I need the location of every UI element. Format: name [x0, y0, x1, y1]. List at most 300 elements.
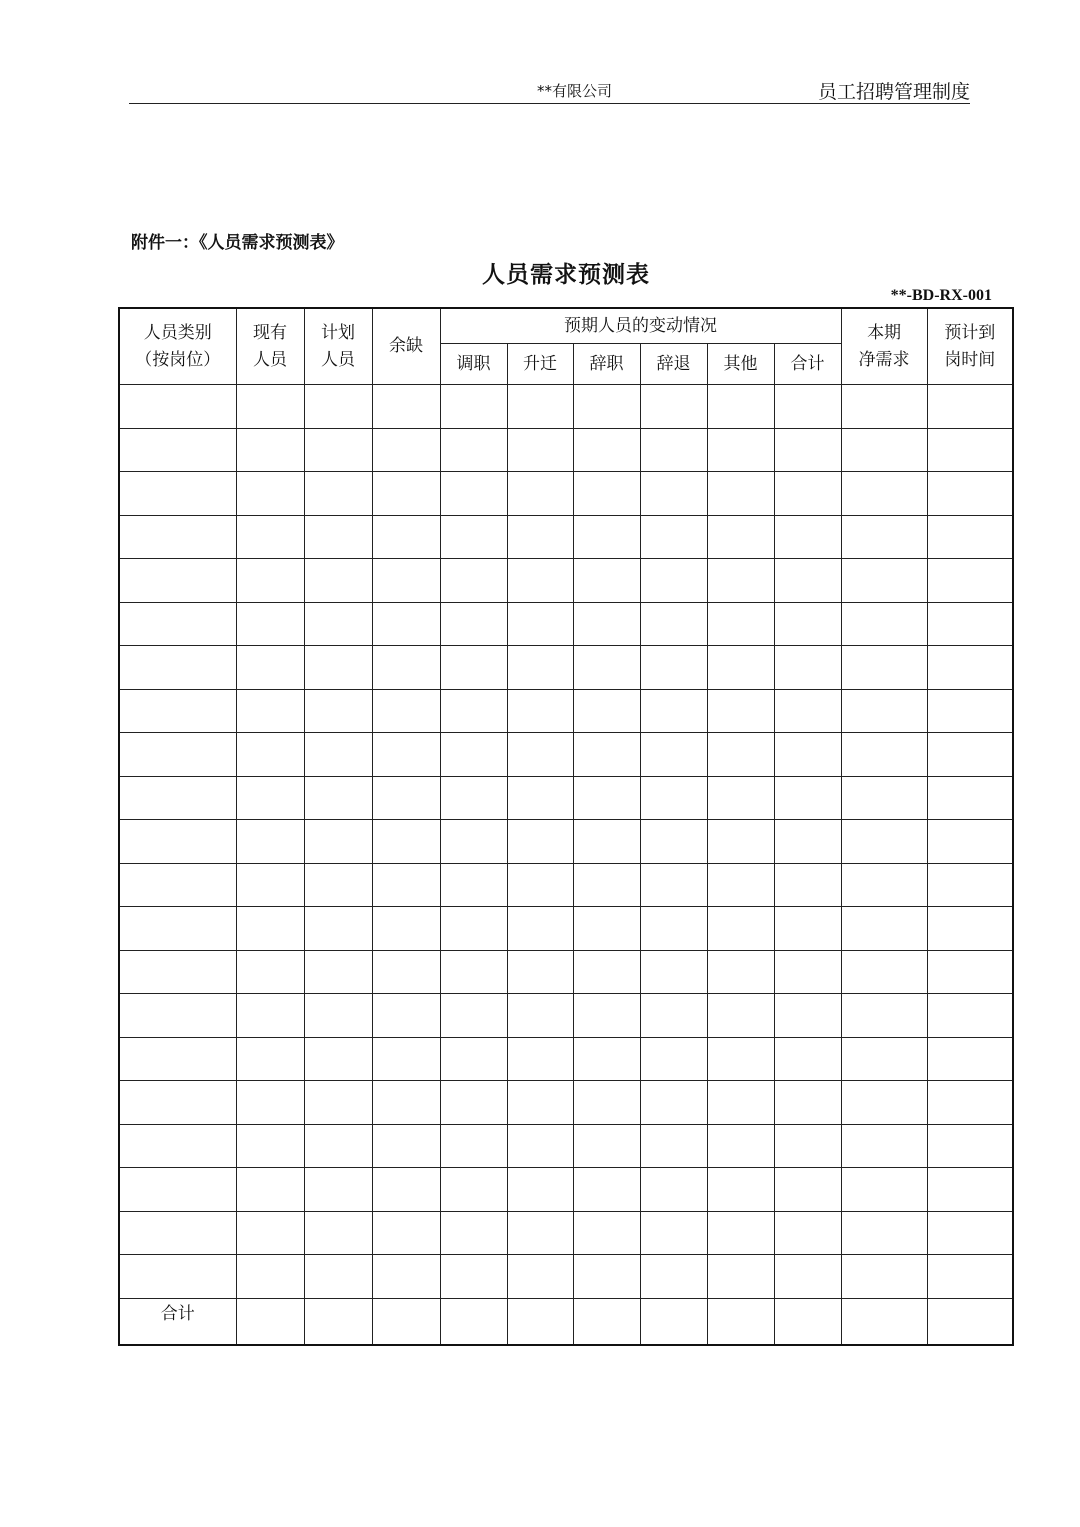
table-cell[interactable]	[440, 559, 507, 603]
table-cell[interactable]	[774, 428, 841, 472]
table-cell[interactable]	[927, 950, 1013, 994]
table-cell[interactable]	[774, 385, 841, 429]
table-cell[interactable]	[372, 994, 440, 1038]
table-cell[interactable]	[640, 428, 707, 472]
table-cell[interactable]	[927, 1168, 1013, 1212]
table-cell[interactable]	[236, 994, 304, 1038]
table-cell[interactable]	[774, 1037, 841, 1081]
table-cell[interactable]	[507, 994, 573, 1038]
table-cell[interactable]	[640, 1037, 707, 1081]
total-label: 合计	[119, 1298, 236, 1345]
table-cell[interactable]	[927, 646, 1013, 690]
table-cell[interactable]	[841, 515, 927, 559]
table-cell[interactable]	[372, 1124, 440, 1168]
table-cell[interactable]	[573, 689, 640, 733]
table-cell[interactable]	[927, 689, 1013, 733]
table-row	[119, 559, 1013, 603]
table-cell[interactable]	[841, 689, 927, 733]
table-cell[interactable]	[927, 602, 1013, 646]
table-cell[interactable]	[640, 1255, 707, 1299]
table-cell[interactable]	[573, 515, 640, 559]
table-cell[interactable]	[640, 863, 707, 907]
table-cell[interactable]	[372, 820, 440, 864]
table-cell[interactable]	[372, 1037, 440, 1081]
table-cell[interactable]	[372, 907, 440, 951]
table-cell[interactable]	[573, 733, 640, 777]
table-cell[interactable]	[774, 1255, 841, 1299]
table-cell[interactable]	[507, 863, 573, 907]
table-cell[interactable]	[507, 733, 573, 777]
table-cell[interactable]	[927, 863, 1013, 907]
table-cell[interactable]	[507, 1255, 573, 1299]
table-cell[interactable]	[640, 385, 707, 429]
table-cell[interactable]	[707, 820, 774, 864]
table-row	[119, 646, 1013, 690]
table-cell[interactable]	[507, 1081, 573, 1125]
table-cell[interactable]	[236, 1037, 304, 1081]
table-cell[interactable]	[774, 689, 841, 733]
table-cell[interactable]	[304, 863, 372, 907]
table-cell[interactable]	[507, 472, 573, 516]
table-cell[interactable]	[304, 1255, 372, 1299]
table-cell[interactable]	[927, 1211, 1013, 1255]
table-cell[interactable]	[119, 646, 236, 690]
form-code: **-BD-RX-001	[890, 287, 992, 304]
table-cell[interactable]	[707, 907, 774, 951]
table-cell[interactable]	[304, 602, 372, 646]
table-cell[interactable]	[774, 1211, 841, 1255]
table-cell[interactable]	[774, 733, 841, 777]
table-cell[interactable]	[236, 385, 304, 429]
table-cell[interactable]	[304, 1211, 372, 1255]
table-cell[interactable]	[236, 733, 304, 777]
table-cell[interactable]	[573, 559, 640, 603]
table-cell[interactable]	[841, 472, 927, 516]
table-cell[interactable]	[507, 385, 573, 429]
form-title: 人员需求预测表	[482, 262, 650, 288]
table-cell[interactable]	[507, 1168, 573, 1212]
column-header-surplus: 余缺	[372, 308, 440, 385]
table-row	[119, 1124, 1013, 1168]
table-cell[interactable]	[372, 602, 440, 646]
table-cell[interactable]	[304, 1081, 372, 1125]
table-cell[interactable]	[774, 1081, 841, 1125]
table-cell[interactable]	[372, 689, 440, 733]
table-cell[interactable]	[707, 1037, 774, 1081]
table-cell[interactable]	[841, 385, 927, 429]
table-cell[interactable]	[707, 1124, 774, 1168]
table-cell[interactable]	[507, 515, 573, 559]
header-document-title: 员工招聘管理制度	[818, 81, 971, 103]
table-cell[interactable]	[841, 907, 927, 951]
table-cell[interactable]	[236, 515, 304, 559]
table-cell[interactable]	[304, 559, 372, 603]
table-cell[interactable]	[236, 689, 304, 733]
table-cell[interactable]	[440, 602, 507, 646]
table-cell[interactable]	[507, 646, 573, 690]
table-row	[119, 820, 1013, 864]
table-cell[interactable]	[507, 602, 573, 646]
table-cell[interactable]	[119, 515, 236, 559]
table-cell[interactable]	[774, 1124, 841, 1168]
table-cell[interactable]	[304, 515, 372, 559]
total-cell[interactable]	[304, 1298, 372, 1345]
table-cell[interactable]	[236, 1255, 304, 1299]
table-cell[interactable]	[927, 820, 1013, 864]
table-cell[interactable]	[440, 1255, 507, 1299]
table-cell[interactable]	[236, 1124, 304, 1168]
total-cell[interactable]	[707, 1298, 774, 1345]
table-cell[interactable]	[841, 1255, 927, 1299]
table-cell[interactable]	[236, 950, 304, 994]
table-cell[interactable]	[640, 776, 707, 820]
table-cell[interactable]	[640, 1124, 707, 1168]
table-cell[interactable]	[507, 950, 573, 994]
table-cell[interactable]	[119, 559, 236, 603]
table-cell[interactable]	[119, 472, 236, 516]
table-cell[interactable]	[841, 646, 927, 690]
table-cell[interactable]	[774, 559, 841, 603]
table-cell[interactable]	[927, 907, 1013, 951]
table-cell[interactable]	[841, 428, 927, 472]
table-cell[interactable]	[304, 385, 372, 429]
table-cell[interactable]	[372, 863, 440, 907]
table-cell[interactable]	[927, 1255, 1013, 1299]
table-cell[interactable]	[304, 907, 372, 951]
table-cell[interactable]	[372, 559, 440, 603]
table-cell[interactable]	[440, 689, 507, 733]
total-cell[interactable]	[236, 1298, 304, 1345]
table-cell[interactable]	[774, 950, 841, 994]
table-cell[interactable]	[236, 907, 304, 951]
table-cell[interactable]	[841, 602, 927, 646]
table-cell[interactable]	[573, 1081, 640, 1125]
table-cell[interactable]	[774, 863, 841, 907]
column-header-resignation: 辞职	[573, 344, 640, 385]
existing-label-line2: 人员	[253, 349, 287, 370]
table-cell[interactable]	[372, 776, 440, 820]
table-cell[interactable]	[841, 733, 927, 777]
table-cell[interactable]	[707, 1081, 774, 1125]
total-cell[interactable]	[841, 1298, 927, 1345]
table-cell[interactable]	[119, 385, 236, 429]
table-cell[interactable]	[440, 950, 507, 994]
table-cell[interactable]	[440, 515, 507, 559]
table-cell[interactable]	[304, 994, 372, 1038]
table-cell[interactable]	[707, 1211, 774, 1255]
table-cell[interactable]	[304, 472, 372, 516]
category-label-line1: 人员类别	[143, 323, 212, 344]
table-cell[interactable]	[707, 1168, 774, 1212]
table-row	[119, 1037, 1013, 1081]
table-cell[interactable]	[372, 1168, 440, 1212]
table-cell[interactable]	[440, 428, 507, 472]
table-cell[interactable]	[236, 1168, 304, 1212]
table-cell[interactable]	[841, 1124, 927, 1168]
table-cell[interactable]	[573, 472, 640, 516]
table-cell[interactable]	[640, 1168, 707, 1212]
table-cell[interactable]	[573, 1255, 640, 1299]
table-cell[interactable]	[119, 1124, 236, 1168]
column-header-dismissal: 辞退	[640, 344, 707, 385]
table-cell[interactable]	[707, 559, 774, 603]
table-cell[interactable]	[841, 820, 927, 864]
table-cell[interactable]	[440, 994, 507, 1038]
table-row	[119, 994, 1013, 1038]
table-cell[interactable]	[640, 1211, 707, 1255]
table-cell[interactable]	[119, 428, 236, 472]
table-cell[interactable]	[640, 602, 707, 646]
arrival-label-line1: 预计到	[944, 323, 996, 344]
table-cell[interactable]	[372, 733, 440, 777]
table-cell[interactable]	[440, 820, 507, 864]
arrival-label-line2: 岗时间	[944, 349, 996, 370]
table-cell[interactable]	[372, 646, 440, 690]
total-cell[interactable]	[927, 1298, 1013, 1345]
table-cell[interactable]	[774, 515, 841, 559]
table-cell[interactable]	[707, 646, 774, 690]
table-cell[interactable]	[841, 1081, 927, 1125]
column-header-arrival-time	[927, 308, 1013, 385]
table-cell[interactable]	[774, 646, 841, 690]
table-cell[interactable]	[119, 907, 236, 951]
table-cell[interactable]	[841, 1037, 927, 1081]
table-cell[interactable]	[707, 515, 774, 559]
table-cell[interactable]	[573, 907, 640, 951]
table-cell[interactable]	[927, 428, 1013, 472]
table-cell[interactable]	[236, 559, 304, 603]
attachment-label: 附件一：《人员需求预测表》	[131, 233, 344, 253]
table-cell[interactable]	[119, 1037, 236, 1081]
table-cell[interactable]	[507, 428, 573, 472]
table-cell[interactable]	[640, 994, 707, 1038]
table-cell[interactable]	[236, 1081, 304, 1125]
table-row	[119, 733, 1013, 777]
table-cell[interactable]	[841, 1168, 927, 1212]
table-cell[interactable]	[707, 950, 774, 994]
table-cell[interactable]	[119, 1255, 236, 1299]
table-cell[interactable]	[640, 646, 707, 690]
forecast-table	[118, 307, 1014, 1346]
table-cell[interactable]	[440, 1168, 507, 1212]
table-cell[interactable]	[927, 994, 1013, 1038]
total-cell[interactable]	[507, 1298, 573, 1345]
table-cell[interactable]	[507, 776, 573, 820]
table-cell[interactable]	[927, 733, 1013, 777]
table-cell[interactable]	[507, 1211, 573, 1255]
table-cell[interactable]	[236, 428, 304, 472]
table-cell[interactable]	[573, 1124, 640, 1168]
table-cell[interactable]	[707, 602, 774, 646]
table-cell[interactable]	[774, 602, 841, 646]
total-cell[interactable]	[774, 1298, 841, 1345]
table-cell[interactable]	[927, 385, 1013, 429]
table-cell[interactable]	[573, 1211, 640, 1255]
table-cell[interactable]	[236, 472, 304, 516]
table-cell[interactable]	[119, 733, 236, 777]
table-cell[interactable]	[440, 733, 507, 777]
table-cell[interactable]	[640, 472, 707, 516]
column-header-other: 其他	[707, 344, 774, 385]
table-cell[interactable]	[440, 646, 507, 690]
total-cell[interactable]	[372, 1298, 440, 1345]
table-row	[119, 1211, 1013, 1255]
table-cell[interactable]	[236, 776, 304, 820]
table-cell[interactable]	[507, 689, 573, 733]
table-cell[interactable]	[573, 776, 640, 820]
table-cell[interactable]	[372, 1255, 440, 1299]
table-cell[interactable]	[236, 863, 304, 907]
table-cell[interactable]	[640, 515, 707, 559]
table-cell[interactable]	[640, 907, 707, 951]
table-cell[interactable]	[304, 950, 372, 994]
table-cell[interactable]	[304, 646, 372, 690]
table-cell[interactable]	[236, 1211, 304, 1255]
table-cell[interactable]	[304, 733, 372, 777]
planned-label-line1: 计划	[321, 323, 355, 344]
total-cell[interactable]	[440, 1298, 507, 1345]
table-cell[interactable]	[573, 863, 640, 907]
table-cell[interactable]	[927, 1124, 1013, 1168]
table-cell[interactable]	[507, 1037, 573, 1081]
table-cell[interactable]	[707, 472, 774, 516]
table-cell[interactable]	[440, 472, 507, 516]
table-cell[interactable]	[507, 820, 573, 864]
table-cell[interactable]	[304, 689, 372, 733]
table-cell[interactable]	[119, 820, 236, 864]
table-cell[interactable]	[440, 1124, 507, 1168]
table-cell[interactable]	[640, 950, 707, 994]
table-cell[interactable]	[707, 689, 774, 733]
table-cell[interactable]	[507, 559, 573, 603]
table-cell[interactable]	[640, 733, 707, 777]
table-cell[interactable]	[119, 1168, 236, 1212]
table-cell[interactable]	[440, 776, 507, 820]
table-cell[interactable]	[707, 863, 774, 907]
table-cell[interactable]	[236, 602, 304, 646]
table-cell[interactable]	[304, 776, 372, 820]
table-row	[119, 385, 1013, 429]
table-cell[interactable]	[640, 689, 707, 733]
table-cell[interactable]	[119, 776, 236, 820]
table-cell[interactable]	[372, 385, 440, 429]
table-cell[interactable]	[927, 1037, 1013, 1081]
table-cell[interactable]	[707, 733, 774, 777]
table-cell[interactable]	[774, 472, 841, 516]
table-cell[interactable]	[707, 385, 774, 429]
table-cell[interactable]	[707, 1255, 774, 1299]
table-cell[interactable]	[573, 1037, 640, 1081]
table-cell[interactable]	[119, 950, 236, 994]
table-cell[interactable]	[640, 820, 707, 864]
table-cell[interactable]	[304, 428, 372, 472]
table-cell[interactable]	[841, 994, 927, 1038]
table-cell[interactable]	[119, 1211, 236, 1255]
table-cell[interactable]	[707, 994, 774, 1038]
table-cell[interactable]	[372, 1081, 440, 1125]
table-cell[interactable]	[440, 863, 507, 907]
table-row	[119, 1081, 1013, 1125]
table-row	[119, 472, 1013, 516]
table-cell[interactable]	[304, 1168, 372, 1212]
column-header-subtotal: 合计	[774, 344, 841, 385]
total-cell[interactable]	[640, 1298, 707, 1345]
header-divider	[129, 103, 970, 104]
table-cell[interactable]	[507, 1124, 573, 1168]
table-cell[interactable]	[707, 776, 774, 820]
table-cell[interactable]	[841, 776, 927, 820]
table-cell[interactable]	[841, 1211, 927, 1255]
table-cell[interactable]	[372, 1211, 440, 1255]
table-cell[interactable]	[119, 602, 236, 646]
table-row	[119, 1168, 1013, 1212]
table-cell[interactable]	[927, 776, 1013, 820]
table-cell[interactable]	[841, 559, 927, 603]
table-cell[interactable]	[440, 1211, 507, 1255]
table-cell[interactable]	[236, 820, 304, 864]
table-cell[interactable]	[573, 428, 640, 472]
table-cell[interactable]	[304, 820, 372, 864]
table-cell[interactable]	[927, 559, 1013, 603]
table-cell[interactable]	[304, 1037, 372, 1081]
table-cell[interactable]	[440, 907, 507, 951]
table-cell[interactable]	[119, 994, 236, 1038]
table-cell[interactable]	[440, 385, 507, 429]
table-cell[interactable]	[573, 820, 640, 864]
table-cell[interactable]	[640, 559, 707, 603]
table-cell[interactable]	[841, 950, 927, 994]
table-cell[interactable]	[927, 515, 1013, 559]
header-row-1	[119, 308, 1013, 344]
table-cell[interactable]	[573, 950, 640, 994]
table-cell[interactable]	[573, 602, 640, 646]
table-cell[interactable]	[304, 1124, 372, 1168]
table-cell[interactable]	[372, 950, 440, 994]
table-cell[interactable]	[640, 1081, 707, 1125]
table-cell[interactable]	[573, 385, 640, 429]
table-cell[interactable]	[119, 689, 236, 733]
column-header-planned	[304, 308, 372, 385]
table-cell[interactable]	[774, 907, 841, 951]
table-row	[119, 602, 1013, 646]
column-header-transfer: 调职	[440, 344, 507, 385]
header-company-name: **有限公司	[537, 82, 613, 100]
table-cell[interactable]	[507, 907, 573, 951]
table-cell[interactable]	[119, 863, 236, 907]
table-row	[119, 428, 1013, 472]
table-cell[interactable]	[707, 428, 774, 472]
table-cell[interactable]	[440, 1081, 507, 1125]
table-cell[interactable]	[774, 994, 841, 1038]
table-cell[interactable]	[372, 515, 440, 559]
table-row	[119, 950, 1013, 994]
table-cell[interactable]	[774, 820, 841, 864]
table-cell[interactable]	[236, 646, 304, 690]
table-cell[interactable]	[573, 646, 640, 690]
table-cell[interactable]	[774, 776, 841, 820]
table-cell[interactable]	[927, 1081, 1013, 1125]
table-cell[interactable]	[440, 1037, 507, 1081]
table-cell[interactable]	[927, 472, 1013, 516]
table-cell[interactable]	[119, 1081, 236, 1125]
table-cell[interactable]	[573, 1168, 640, 1212]
table-cell[interactable]	[841, 863, 927, 907]
table-cell[interactable]	[774, 1168, 841, 1212]
table-cell[interactable]	[573, 994, 640, 1038]
total-cell[interactable]	[573, 1298, 640, 1345]
table-cell[interactable]	[372, 472, 440, 516]
table-cell[interactable]	[372, 428, 440, 472]
